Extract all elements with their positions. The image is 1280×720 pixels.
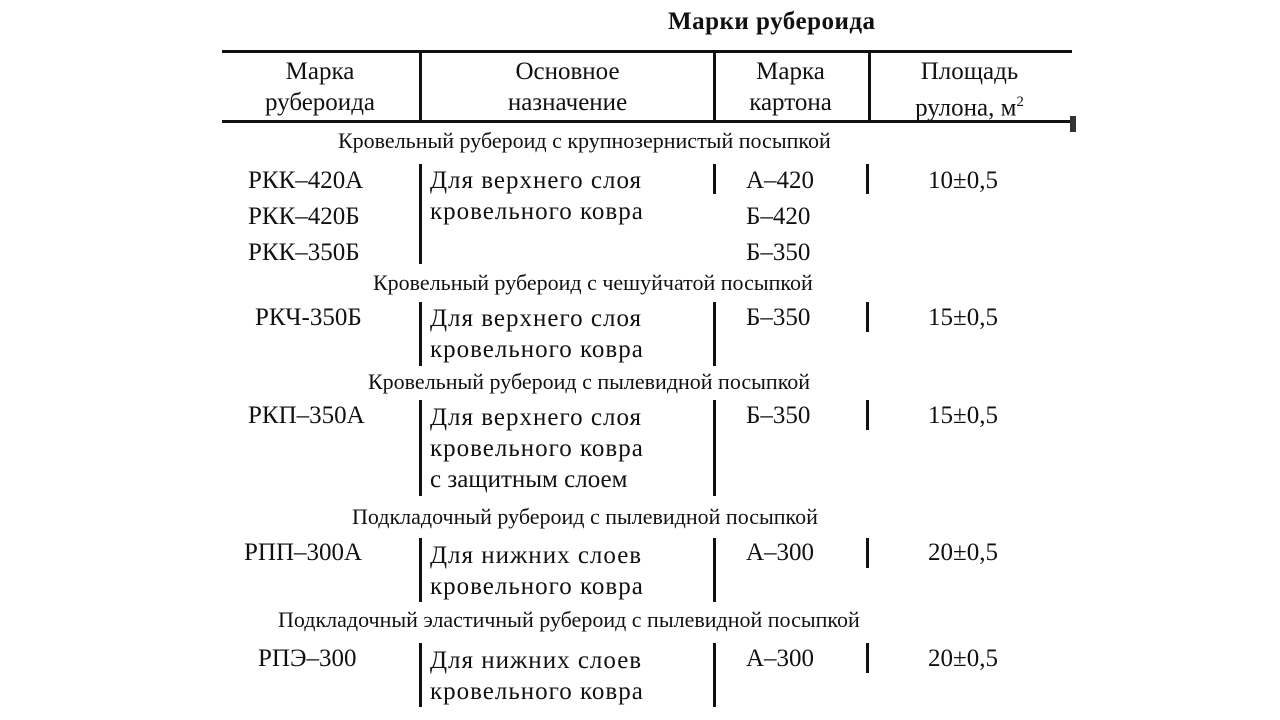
header-mark-line2: рубероида: [264, 89, 376, 116]
mark-value: РКК–420Б: [248, 203, 360, 230]
section-heading: Кровельный рубероид с пылевидной посыпкой: [368, 369, 811, 394]
header-mark: [230, 56, 410, 118]
header-cardboard: [718, 56, 863, 118]
purpose-line: кровельного ковра: [430, 336, 644, 363]
row-divider-2: [713, 302, 716, 366]
cardboard-cell: А–300: [746, 645, 815, 672]
row-divider-1: [419, 643, 422, 707]
purpose-line: кровельного ковра: [430, 435, 644, 462]
row-divider-3: [866, 643, 869, 673]
mark-cell: РКЧ-350Б: [255, 304, 362, 331]
header-cardboard-line1: Марка: [756, 58, 825, 85]
header-purpose-line2: назначение: [507, 89, 628, 116]
header-area-line2: [872, 87, 1067, 123]
mark-cell: [248, 165, 363, 273]
area-cell: 15±0,5: [928, 402, 998, 429]
row-divider-3: [866, 400, 869, 430]
mark-value: РКК–350Б: [248, 239, 360, 266]
purpose-line: Для верхнего слоя: [430, 404, 642, 431]
cardboard-value: Б–350: [746, 239, 811, 266]
mark-cell: РКП–350А: [248, 402, 365, 429]
purpose-line: кровельного ковра: [430, 198, 644, 225]
cardboard-cell: Б–350: [746, 304, 811, 331]
table-top-rule: [222, 50, 1072, 53]
header-divider-3: [868, 53, 871, 120]
area-cell: 10±0,5: [928, 167, 998, 194]
purpose-line: Для верхнего слоя: [430, 167, 642, 194]
row-divider-3: [866, 164, 869, 194]
header-divider-1: [419, 53, 422, 120]
area-cell: 15±0,5: [928, 304, 998, 331]
header-area-line1: Площадь: [920, 58, 1019, 85]
row-divider-2: [713, 164, 716, 194]
cardboard-value: Б–420: [746, 203, 811, 230]
row-divider-2: [713, 400, 716, 496]
section-heading: Кровельный рубероид с чешуйчатой посыпкой: [373, 270, 813, 295]
purpose-line: Для верхнего слоя: [430, 305, 642, 332]
row-divider-3: [866, 302, 869, 332]
header-area-sup: 2: [1016, 94, 1024, 110]
header-area-text: рулона, м: [915, 94, 1017, 122]
cardboard-value: А–420: [746, 167, 815, 194]
cardboard-cell: Б–350: [746, 402, 811, 429]
row-divider-2: [713, 538, 716, 602]
cardboard-cell: А–300: [746, 539, 815, 566]
header-purpose: [430, 56, 705, 118]
purpose-cell: [430, 303, 644, 365]
area-cell: 20±0,5: [928, 539, 998, 566]
mark-cell: РПЭ–300: [258, 645, 357, 672]
header-area: [872, 56, 1067, 123]
header-cardboard-line2: картона: [749, 89, 832, 116]
row-divider-3: [866, 538, 869, 568]
section-heading: Подкладочный эластичный рубероид с пылевидной посыпкой: [278, 607, 860, 632]
row-divider-1: [419, 302, 422, 366]
mark-value: РКК–420А: [248, 167, 364, 194]
header-mark-line1: Марка: [285, 58, 355, 85]
purpose-cell: [430, 402, 644, 495]
cardboard-cell: [746, 165, 814, 273]
row-divider-1: [419, 400, 422, 496]
area-cell: 20±0,5: [928, 645, 998, 672]
purpose-line: кровельного ковра: [430, 678, 644, 705]
header-divider-2: [713, 53, 716, 120]
page-title: Марки рубероида: [668, 8, 876, 35]
purpose-cell: [430, 645, 644, 707]
purpose-line: кровельного ковра: [430, 573, 644, 600]
purpose-line: Для нижних слоев: [430, 647, 643, 674]
header-rule-tick: [1070, 116, 1076, 132]
section-heading: Подкладочный рубероид с пылевидной посыпкой: [352, 504, 818, 529]
purpose-cell: [430, 540, 644, 602]
purpose-line: с защитным слоем: [430, 466, 628, 493]
section-heading: Кровельный рубероид с крупнозернистый посыпкой: [338, 128, 831, 153]
row-divider-1: [419, 538, 422, 602]
row-divider-1: [419, 164, 422, 264]
header-purpose-line1: Основное: [515, 58, 620, 85]
purpose-line: Для нижних слоев: [430, 542, 643, 569]
purpose-cell: [430, 165, 644, 227]
mark-cell: РПП–300А: [244, 539, 363, 566]
row-divider-2: [713, 643, 716, 707]
